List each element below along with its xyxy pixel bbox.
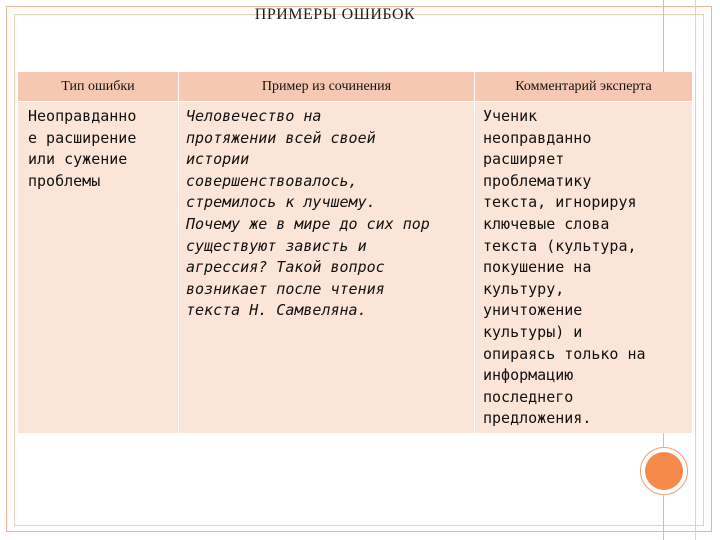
cell-error-type: Неоправданно е расширение или сужение проблемы	[18, 102, 178, 433]
cell-essay-example: Человечество на протяжении всей своей истории совершенствовалось, стремилось к лучшему. Почему же в мире до сих пор существуют зависть и агрессия? Такой вопрос возникает после чтения текста Н. Самвеляна.	[179, 102, 474, 433]
slide-title: ПРИМЕРЫ ОШИБОК	[254, 6, 416, 23]
decorative-circle-dot	[645, 452, 683, 490]
errors-table	[18, 72, 692, 433]
header-example: Пример из сочинения	[179, 72, 474, 101]
cell-expert-comment: Ученик неоправданно расширяет проблематику текста, игнорируя ключевые слова текста (культура, покушение на культуру, уничтожение культуры) и опираясь только на информацию последнего предложения.	[475, 102, 692, 433]
frame-vertical-line-secondary	[695, 0, 696, 540]
header-expert-comment: Комментарий эксперта	[475, 72, 692, 101]
header-error-type: Тип ошибки	[18, 72, 178, 101]
